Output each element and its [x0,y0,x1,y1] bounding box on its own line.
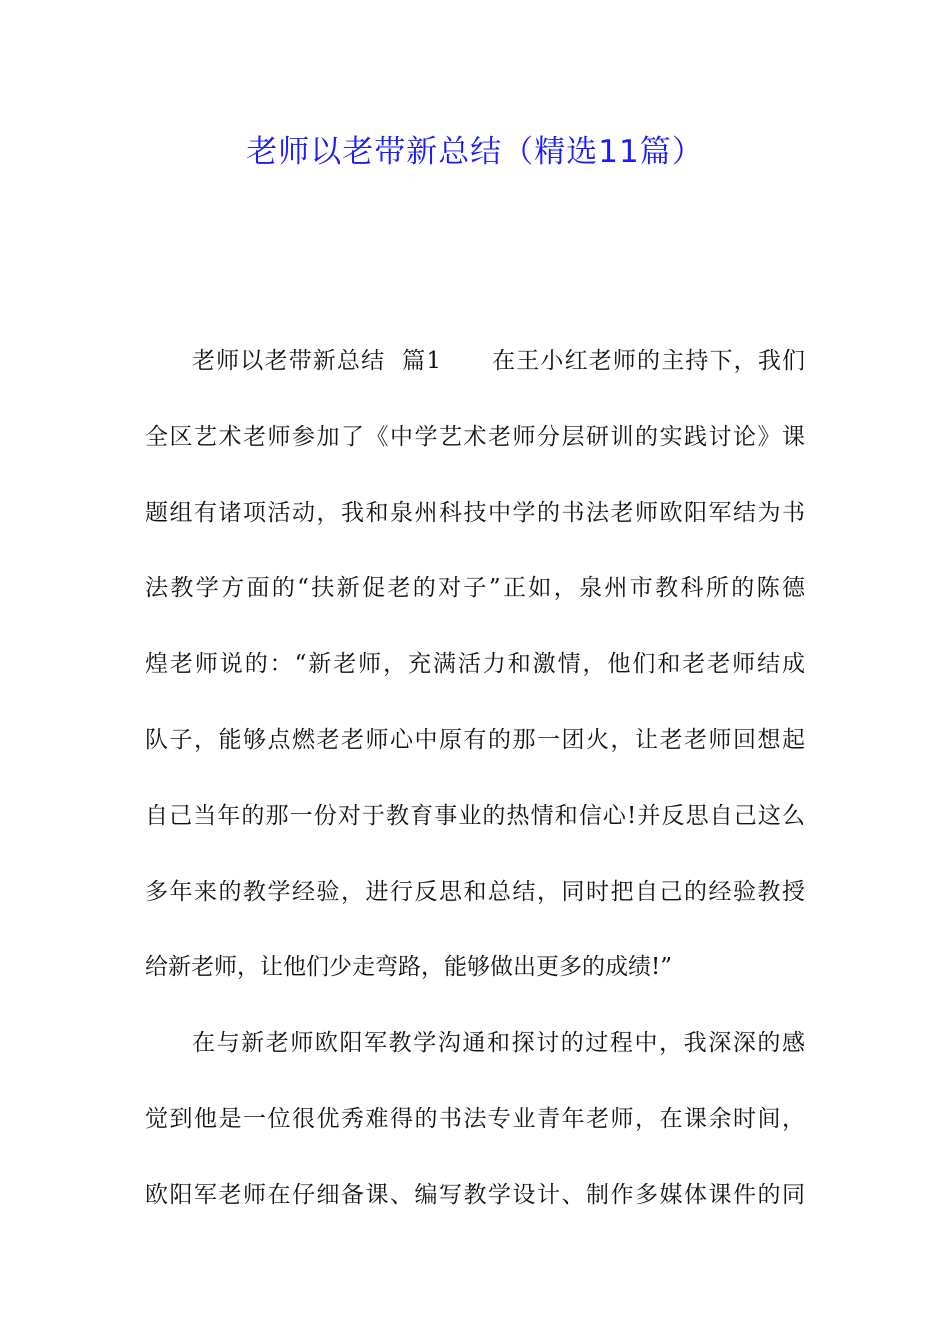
paragraph-line: 自己当年的那一份对于教育事业的热情和信心!并反思自己这么 [145,802,805,829]
section-heading: 老师以老带新总结 篇1 [192,348,441,374]
paragraph-line [145,340,805,416]
paragraph-line: 多年来的教学经验，进行反思和总结，同时把自己的经验教授 [145,878,805,905]
document-body [145,340,805,1250]
paragraph-line: 给新老师，让他们少走弯路，能够做出更多的成绩!” [145,954,673,981]
paragraph-line: 法教学方面的“扶新促老的对子”正如，泉州市教科所的陈德 [145,575,805,602]
paragraph-line: 欧阳军老师在仔细备课、编写教学设计、制作多媒体课件的同 [145,1181,805,1208]
paragraph-line: 在与新老师欧阳军教学沟通和探讨的过程中，我深深的感 [192,1030,805,1057]
paragraph-line: 全区艺术老师参加了《中学艺术老师分层研训的实践讨论》课 [145,423,805,450]
paragraph-line: 题组有诸项活动，我和泉州科技中学的书法老师欧阳军结为书 [145,499,805,526]
paragraph-line: 队子，能够点燃老老师心中原有的那一团火，让老老师回想起 [145,726,805,753]
paragraph-line: 觉到他是一位很优秀难得的书法专业青年老师，在课余时间， [145,1105,805,1132]
document-title: 老师以老带新总结（精选11篇） [246,134,704,170]
line-text: 在王小红老师的主持下，我们 [490,348,805,374]
paragraph-line: 煌老师说的：“新老师，充满活力和激情，他们和老老师结成 [145,651,805,678]
